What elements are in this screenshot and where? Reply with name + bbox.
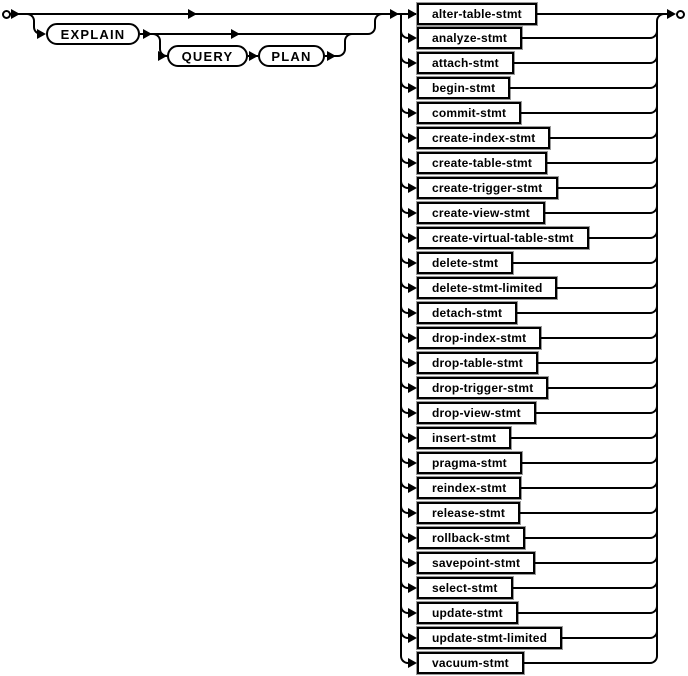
statement-box[interactable] xyxy=(417,352,538,374)
connector-line xyxy=(518,612,648,614)
connector-line xyxy=(524,662,648,664)
connector-line xyxy=(547,162,648,164)
arrow-right-icon xyxy=(231,29,240,39)
statement-row xyxy=(400,127,648,149)
statement-label: detach-stmt xyxy=(432,306,503,320)
statement-row xyxy=(400,402,648,424)
arrow-right-icon xyxy=(37,29,46,39)
statement-box[interactable] xyxy=(417,627,562,649)
statement-label: attach-stmt xyxy=(432,56,499,70)
connector-line xyxy=(548,387,648,389)
statement-row xyxy=(400,652,648,674)
statement-row xyxy=(400,327,648,349)
statement-label: drop-table-stmt xyxy=(432,356,523,370)
connector-line xyxy=(522,37,648,39)
connector-line xyxy=(562,637,648,639)
connector-line xyxy=(536,412,648,414)
plan-label: PLAN xyxy=(271,48,312,64)
connector-line xyxy=(517,312,648,314)
arrow-right-icon xyxy=(143,29,152,39)
statement-row xyxy=(400,227,648,249)
connector-line xyxy=(545,212,648,214)
curve-corner xyxy=(648,654,658,664)
statement-box[interactable] xyxy=(417,127,550,149)
connector-line xyxy=(558,187,649,189)
connector-line xyxy=(521,112,648,114)
statement-row xyxy=(400,502,648,524)
connector-line xyxy=(550,137,648,139)
connector-line xyxy=(535,562,648,564)
statement-row xyxy=(400,277,648,299)
statement-row xyxy=(400,27,648,49)
statement-label: drop-view-stmt xyxy=(432,406,521,420)
curve-corner xyxy=(374,13,384,25)
statement-label: delete-stmt-limited xyxy=(432,281,543,295)
curve-corner xyxy=(336,45,346,57)
statement-box[interactable] xyxy=(417,152,547,174)
statement-box[interactable] xyxy=(417,252,513,274)
arrow-right-icon xyxy=(390,9,399,19)
connector-line xyxy=(513,587,648,589)
statement-label: delete-stmt xyxy=(432,256,499,270)
statement-label: begin-stmt xyxy=(432,81,496,95)
statement-box[interactable] xyxy=(417,402,536,424)
bypass-line xyxy=(152,33,366,35)
statement-row xyxy=(400,77,648,99)
statement-row xyxy=(400,602,648,624)
connector-line xyxy=(557,287,648,289)
connector-line xyxy=(513,262,648,264)
end-circle xyxy=(676,10,685,19)
statement-row xyxy=(400,152,648,174)
connector-line xyxy=(514,62,648,64)
statement-label: pragma-stmt xyxy=(432,456,507,470)
statement-row xyxy=(400,427,648,449)
statement-box[interactable] xyxy=(417,177,558,199)
statement-box[interactable] xyxy=(417,227,589,249)
statement-row xyxy=(400,452,648,474)
statement-label: analyze-stmt xyxy=(432,31,508,45)
statement-row xyxy=(400,202,648,224)
query-keyword[interactable] xyxy=(167,45,248,67)
statement-label: create-virtual-table-stmt xyxy=(432,231,574,245)
connector-line xyxy=(511,437,648,439)
statement-label: savepoint-stmt xyxy=(432,556,521,570)
arrow-right-icon xyxy=(408,9,417,19)
statement-box[interactable] xyxy=(417,377,548,399)
statement-box[interactable] xyxy=(417,102,521,124)
arrow-right-icon xyxy=(158,51,167,61)
statement-box[interactable] xyxy=(417,477,521,499)
statement-box[interactable] xyxy=(417,602,518,624)
statement-box[interactable] xyxy=(417,27,522,49)
statement-label: alter-table-stmt xyxy=(432,7,522,21)
statement-row xyxy=(400,252,648,274)
statement-row xyxy=(400,377,648,399)
statement-box[interactable] xyxy=(417,652,524,674)
statement-box[interactable] xyxy=(417,452,522,474)
statement-box[interactable] xyxy=(417,202,545,224)
statement-label: drop-index-stmt xyxy=(432,331,527,345)
statement-box[interactable] xyxy=(417,527,525,549)
statement-row xyxy=(400,3,670,25)
statement-label: update-stmt xyxy=(432,606,503,620)
statement-box[interactable] xyxy=(417,302,517,324)
arrow-right-icon xyxy=(327,51,336,61)
connector-line xyxy=(521,487,648,489)
arrow-right-icon xyxy=(249,51,258,61)
statement-label: reindex-stmt xyxy=(432,481,507,495)
statement-box[interactable] xyxy=(417,502,520,524)
statement-label: vacuum-stmt xyxy=(432,656,509,670)
statement-box[interactable] xyxy=(417,427,511,449)
statement-row xyxy=(400,627,648,649)
statement-label: create-index-stmt xyxy=(432,131,536,145)
connector-line xyxy=(520,512,648,514)
statement-box[interactable] xyxy=(417,552,535,574)
explain-label: EXPLAIN xyxy=(60,26,126,42)
connector-line xyxy=(522,462,648,464)
statement-label: create-table-stmt xyxy=(432,156,533,170)
statement-row xyxy=(400,577,648,599)
statement-label: rollback-stmt xyxy=(432,531,510,545)
statement-row xyxy=(400,302,648,324)
statement-box[interactable] xyxy=(417,577,513,599)
statement-box[interactable] xyxy=(417,327,541,349)
connector-line xyxy=(541,337,648,339)
curve-corner xyxy=(344,33,354,45)
statement-label: select-stmt xyxy=(432,581,498,595)
statement-row xyxy=(400,552,648,574)
statement-label: drop-trigger-stmt xyxy=(432,381,534,395)
statement-row xyxy=(400,102,648,124)
statement-label: update-stmt-limited xyxy=(432,631,548,645)
connector-line xyxy=(538,362,648,364)
statement-label: create-trigger-stmt xyxy=(432,181,543,195)
connector-line xyxy=(589,237,648,239)
statement-row xyxy=(400,527,648,549)
query-label: QUERY xyxy=(181,48,234,64)
statement-label: insert-stmt xyxy=(432,431,497,445)
statement-label: release-stmt xyxy=(432,506,506,520)
plan-keyword[interactable] xyxy=(258,45,325,67)
connector-line xyxy=(525,537,648,539)
statement-row xyxy=(400,52,648,74)
statement-row xyxy=(400,177,648,199)
statement-box[interactable] xyxy=(417,52,514,74)
statement-box[interactable] xyxy=(417,77,510,99)
connector-line xyxy=(510,87,648,89)
statement-row xyxy=(400,352,648,374)
statement-label: commit-stmt xyxy=(432,106,507,120)
statement-row xyxy=(400,477,648,499)
statement-label: create-view-stmt xyxy=(432,206,530,220)
arrow-right-icon xyxy=(188,9,197,19)
statement-box[interactable] xyxy=(417,3,537,25)
connector-line xyxy=(537,13,670,15)
statement-box[interactable] xyxy=(417,277,557,299)
main-line xyxy=(10,13,417,15)
explain-keyword[interactable] xyxy=(46,23,140,45)
branch-connector xyxy=(400,3,417,25)
